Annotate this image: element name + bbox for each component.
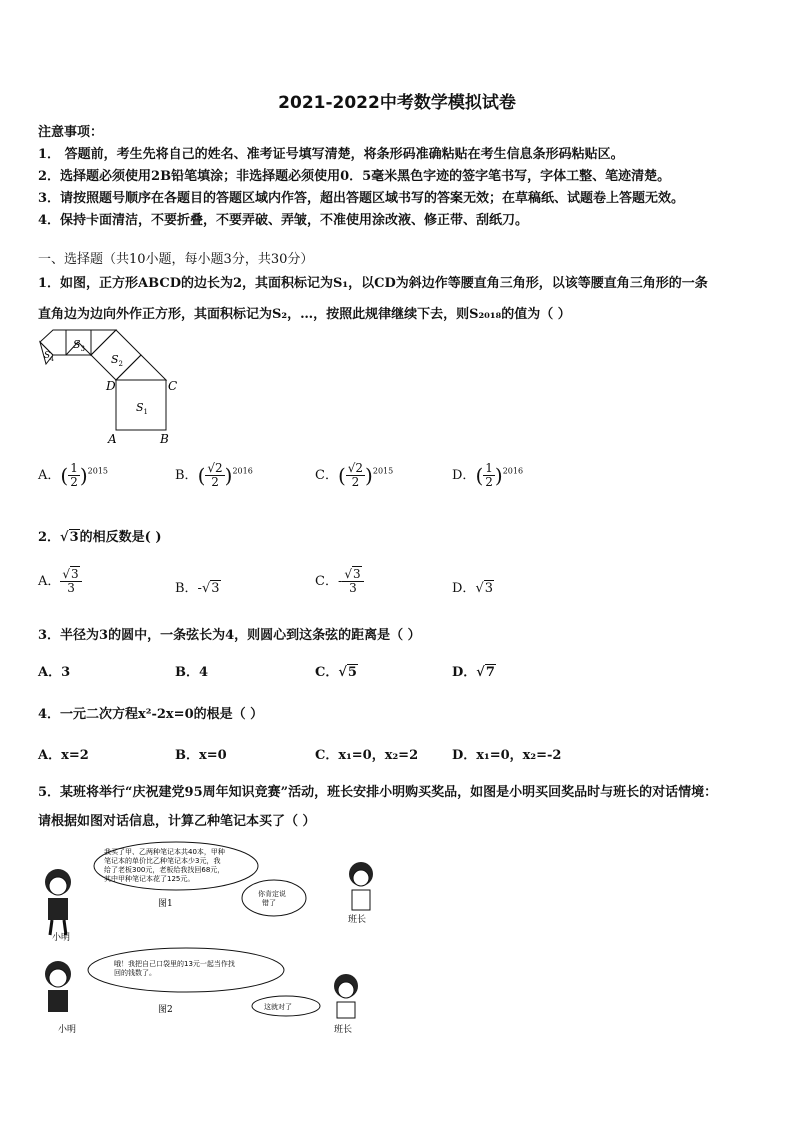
q5-dialogue-figure — [36, 840, 386, 1040]
q3-option-a[interactable]: A．3 — [38, 665, 71, 680]
xiaoming-label-2: 小明 — [58, 1025, 77, 1035]
notice-item-3: 3．请按照题号顺序在各题目的答题区域内作答，超出答题区域书写的答案无效；在草稿纸、试题卷上答题无效。 — [38, 191, 685, 206]
vertex-c-label: C — [168, 379, 178, 393]
page-title: 2021-2022中考数学模拟试卷 — [278, 93, 516, 113]
notice-item-1: 1． 答题前，考生先将自己的姓名、准考证号填写清楚，将条形码准确粘贴在考生信息条形码粘贴区。 — [38, 147, 624, 162]
xiaoming-label-1: 小明 — [52, 933, 71, 943]
speech-bubble-2 — [242, 880, 306, 916]
q3-option-c[interactable]: C．√5 — [315, 665, 357, 680]
q4-option-c[interactable]: C．x₁=0，x₂=2 — [315, 748, 419, 763]
q5-text-line2: 请根据如图对话信息，计算乙种笔记本买了（ ） — [38, 814, 316, 829]
q1-text-line2: 直角边为边向外作正方形，其面积标记为S₂，…，按照此规律继续下去，则S₂₀₁₈的值为（ ） — [38, 307, 571, 322]
q3-option-d[interactable]: D．√7 — [452, 665, 495, 680]
vertex-a-label: A — [108, 432, 117, 446]
q1-option-d[interactable]: D．( $\frac{1}{2}$ )$^{2016}$ — [452, 461, 524, 489]
notice-heading: 注意事项： — [38, 125, 104, 140]
s4-label: $S_4$ — [44, 351, 54, 363]
s2-label: $S_2$ — [111, 353, 124, 368]
banzhang-cartoon-1 — [349, 862, 373, 910]
bubble2-text: 你肯定说 错了 — [258, 890, 286, 907]
q2-option-a[interactable]: A． $\frac{√3}{3}$ — [38, 568, 82, 595]
xiaoming-cartoon-2 — [45, 961, 71, 1012]
vertex-b-label: B — [160, 432, 169, 446]
vertex-d-label: D — [106, 379, 116, 393]
q3-option-b[interactable]: B．4 — [175, 665, 209, 680]
banzhang-label-2: 班长 — [334, 1025, 353, 1035]
q4-option-b[interactable]: B．x=0 — [175, 748, 227, 763]
bubble4-text: 这就对了 — [264, 1003, 292, 1011]
q1-geometry-figure — [38, 328, 186, 448]
notice-item-4: 4．保持卡面清洁，不要折叠，不要弄破、弄皱，不准使用涂改液、修正带、刮纸刀。 — [38, 213, 529, 228]
q1-option-b[interactable]: B．( $\frac{√2}{2}$ )$^{2016}$ — [175, 461, 253, 489]
q4-option-a[interactable]: A．x=2 — [38, 748, 89, 763]
q4-text: 4．一元二次方程x²-2x=0的根是（ ） — [38, 707, 264, 722]
q2-option-b[interactable]: B．-√3 — [175, 581, 220, 596]
fig2-caption: 图2 — [158, 1005, 173, 1015]
q2-text: 2．√3的相反数是( ) — [38, 530, 162, 545]
bubble3-text: 哦！我把自己口袋里的13元一起当作找 回的钱数了。 — [114, 960, 235, 977]
q5-text-line1: 5．某班将举行“庆祝建党95周年知识竞赛”活动，班长安排小明购买奖品，如图是小明买回奖品时与班长的对话情境： — [38, 785, 718, 800]
bubble1-text: 我买了甲、乙两种笔记本共40本，甲种 笔记本的单价比乙种笔记本少3元，我 给了老板300元，老板给我找回68元， 其中甲种笔记本花了125元。 — [104, 848, 225, 883]
q3-text: 3．半径为3的圆中，一条弦长为4，则圆心到这条弦的距离是（ ） — [38, 628, 421, 643]
section-heading: 一、选择题（共10小题，每小题3分，共30分） — [38, 252, 314, 267]
s3-label: $S_3$ — [73, 338, 86, 353]
banzhang-label-1: 班长 — [348, 915, 367, 925]
fig1-caption: 图1 — [158, 899, 173, 909]
notice-item-2: 2．选择题必须使用2B铅笔填涂；非选择题必须使用0．5毫米黑色字迹的签字笔书写，字体工整、笔迹清楚。 — [38, 169, 671, 184]
banzhang-cartoon-2 — [334, 974, 358, 1018]
q1-option-c[interactable]: C．( $\frac{√2}{2}$ )$^{2015}$ — [315, 461, 394, 489]
xiaoming-cartoon-1 — [45, 869, 71, 935]
s1-label: $S_1$ — [136, 401, 149, 416]
q2-option-c[interactable]: C．- $\frac{√3}{3}$ — [315, 568, 364, 595]
q1-option-a[interactable]: A．( $\frac{1}{2}$ )$^{2015}$ — [38, 461, 109, 489]
q4-option-d[interactable]: D．x₁=0，x₂=-2 — [452, 748, 562, 763]
q1-text-line1: 1．如图，正方形ABCD的边长为2，其面积标记为S₁，以CD为斜边作等腰直角三角形，以该等腰直角三角形的一条 — [38, 276, 708, 291]
q2-option-d[interactable]: D．√3 — [452, 581, 494, 596]
